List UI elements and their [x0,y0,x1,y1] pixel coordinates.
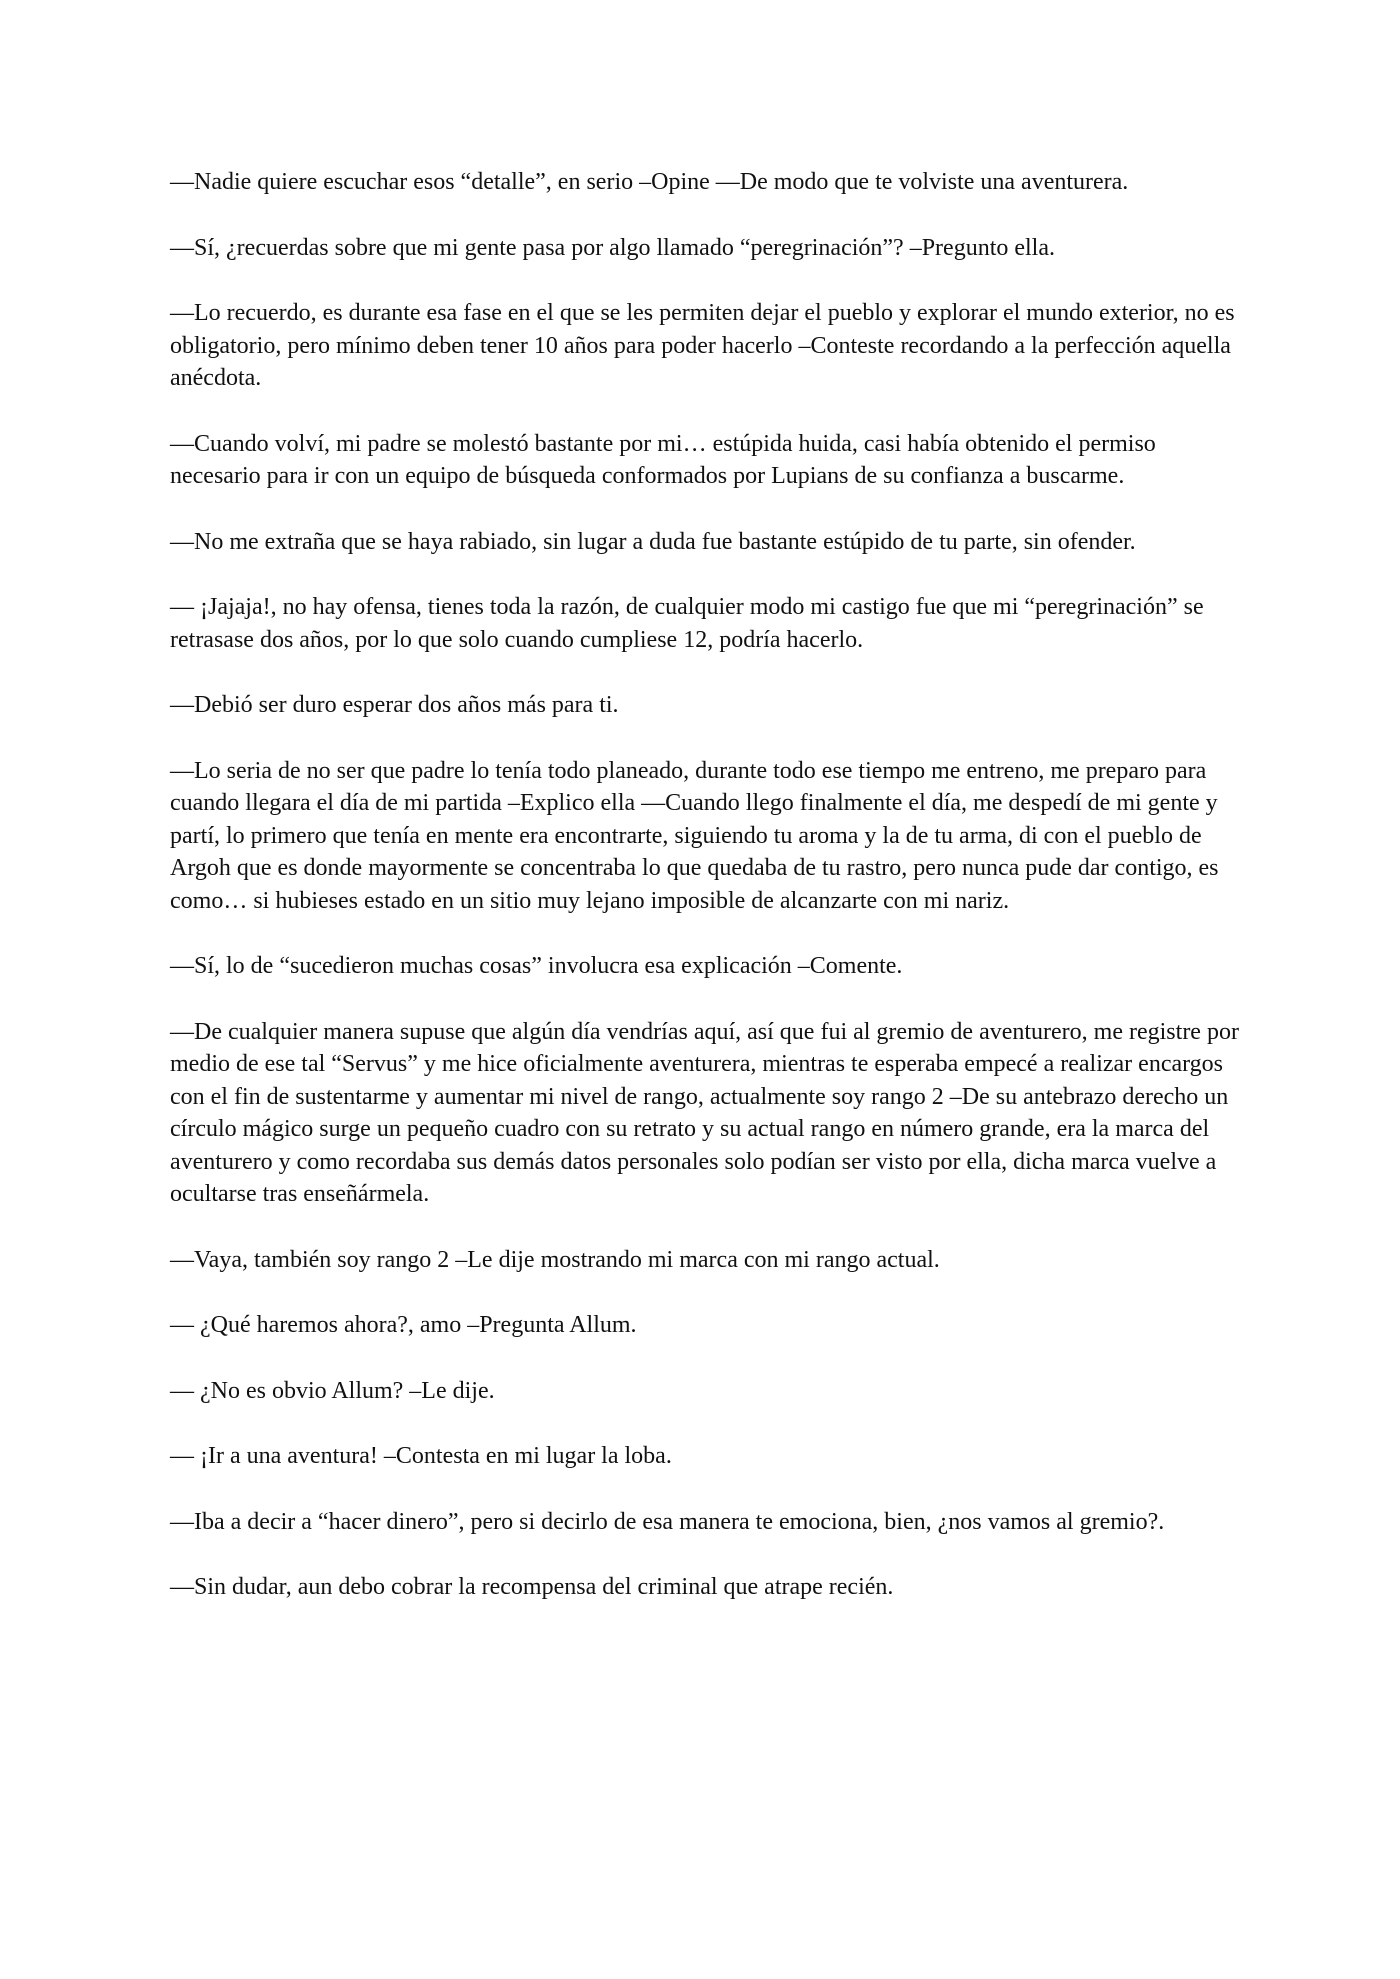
paragraph: —Iba a decir a “hacer dinero”, pero si decirlo de esa manera te emociona, bien, ¿nos vamos al gremio?. [170,1508,1165,1535]
paragraph: — ¡Jajaja!, no hay ofensa, tienes toda la razón, de cualquier modo mi castigo fue que mi “peregrinación” se retrasase dos años, por lo que solo cuando cumpliese 12, podría hacerlo. [170,594,1204,653]
paragraph: —Lo seria de no ser que padre lo tenía todo planeado, durante todo ese tiempo me entreno, me preparo para cuando llegara el día de mi partida –Explico ella —Cuando llego finalmente el día, me despedí de mi gente y partí, lo primero que tenía en mente era encontrarte, siguiendo tu aroma y la de tu arma, di con el pueblo de Argoh que es donde mayormente se concentraba lo que quedaba de tu rastro, pero nunca pude dar contigo, es como… si hubieses estado en un sitio muy lejano imposible de alcanzarte con mi nariz. [170,757,1219,914]
paragraph: —Lo recuerdo, es durante esa fase en el que se les permiten dejar el pueblo y explorar el mundo exterior, no es obligatorio, pero mínimo deben tener 10 años para poder hacerlo –Conteste recordando a la perfección aquella anécdota. [170,300,1235,391]
paragraph: —Vaya, también soy rango 2 –Le dije mostrando mi marca con mi rango actual. [170,1246,940,1273]
paragraph: — ¿No es obvio Allum? –Le dije. [170,1377,495,1404]
paragraph: — ¡Ir a una aventura! –Contesta en mi lugar la loba. [170,1443,672,1469]
paragraph: —Nadie quiere escuchar esos “detalle”, en serio –Opine —De modo que te volviste una aventurera. [170,169,1129,195]
paragraph: —No me extraña que se haya rabiado, sin lugar a duda fue bastante estúpido de tu parte, sin ofender. [170,528,1136,555]
paragraph: — ¿Qué haremos ahora?, amo –Pregunta Allum. [170,1312,637,1338]
paragraph: —Cuando volví, mi padre se molestó bastante por mi… estúpida huida, casi había obtenido el permiso necesario para ir con un equipo de búsqueda conformados por Lupians de su confianza a buscarme. [170,430,1156,489]
paragraph: —Sin dudar, aun debo cobrar la recompensa del criminal que atrape recién. [170,1574,894,1600]
paragraph: —Sí, lo de “sucedieron muchas cosas” involucra esa explicación –Comente. [170,953,903,979]
paragraph: —Debió ser duro esperar dos años más para ti. [170,692,619,718]
document-body [170,166,1250,1637]
paragraph: —De cualquier manera supuse que algún día vendrías aquí, así que fui al gremio de aventurero, me registre por medio de ese tal “Servus” y me hice oficialmente aventurera, mientras te esperaba empecé a realizar encargos con el fin de sustentarme y aumentar mi nivel de rango, actualmente soy rango 2 –De su antebrazo derecho un círculo mágico surge un pequeño cuadro con su retrato y su actual rango en número grande, era la marca del aventurero y como recordaba sus demás datos personales solo podían ser visto por ella, dicha marca vuelve a ocultarse tras enseñármela. [170,1018,1239,1207]
paragraph: —Sí, ¿recuerdas sobre que mi gente pasa por algo llamado “peregrinación”? –Pregunto ella. [170,234,1055,261]
